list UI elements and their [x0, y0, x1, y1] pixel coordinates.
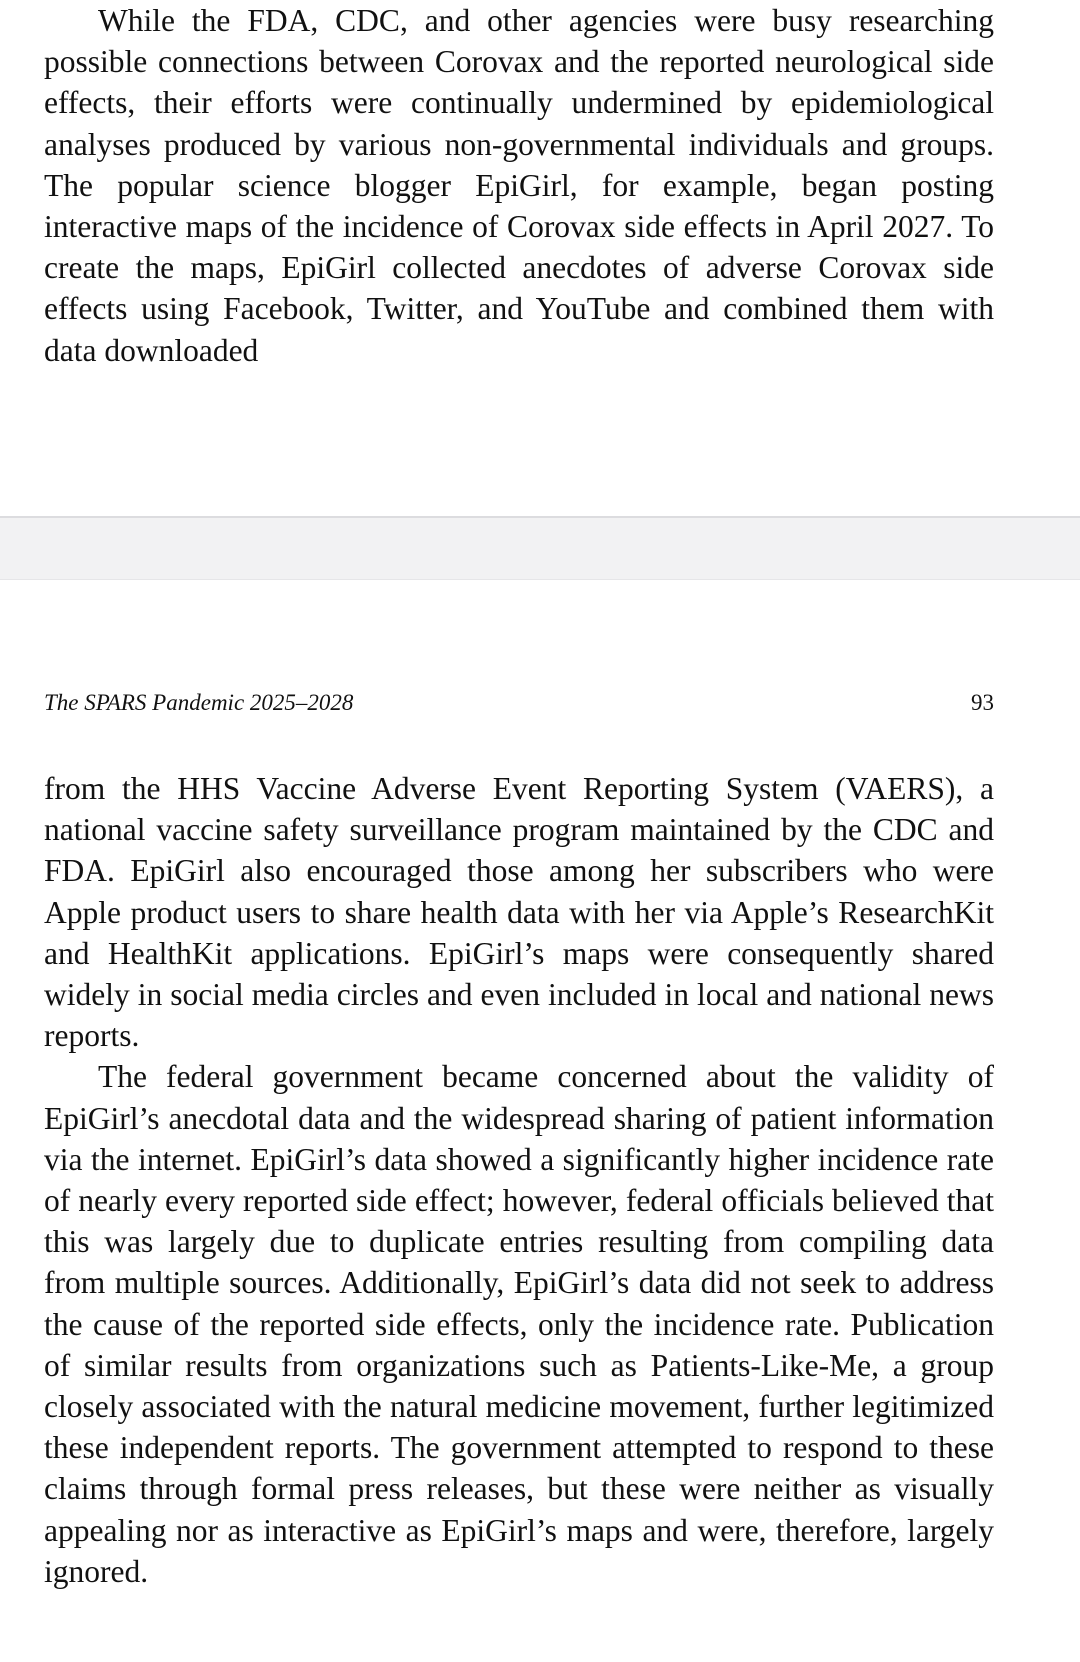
- running-header: [44, 688, 994, 718]
- top-page-text: [44, 0, 994, 371]
- page-separator: [0, 516, 1080, 580]
- bottom-page-text: [44, 768, 994, 1592]
- bottom-paragraph-1: from the HHS Vaccine Adverse Event Reporting System (VAERS), a national vaccine safety surveillance program maintained by the CDC and FDA. EpiGirl also encouraged those among her subscribers who were Apple product users to share health data with her via Apple’s ResearchKit and HealthKit applications. EpiGirl’s maps were consequently shared widely in social media circles and even included in local and national news reports.: [44, 771, 994, 1054]
- bottom-paragraph-2: The federal government became concerned about the validity of EpiGirl’s anecdotal data and the widespread sharing of patient information via the internet. EpiGirl’s data showed a significantly higher incidence rate of nearly every reported side effect; however, federal officials believed that this was largely due to duplicate entries resulting from compiling data from multiple sources. Additionally, EpiGirl’s data did not seek to address the cause of the reported side effects, only the incidence rate. Publication of similar results from organizations such as Patients-Like-Me, a group closely associated with the natural medicine movement, further legitimized these independent reports. The government attempted to respond to these claims through formal press releases, but these were neither as visually appealing nor as interactive as EpiGirl’s maps and were, therefore, largely ignored.: [44, 1059, 994, 1589]
- top-page: [0, 0, 1080, 516]
- running-title: The SPARS Pandemic 2025–2028: [44, 690, 354, 715]
- top-paragraph: While the FDA, CDC, and other agencies were busy researching possible connections between Corovax and the reported neurological side effects, their efforts were continually undermined by epidemiological analyses produced by various non-governmental individuals and groups. The popular science blogger EpiGirl, for example, began posting interactive maps of the incidence of Corovax side effects in April 2027. To create the maps, EpiGirl collected anecdotes of adverse Corovax side effects using Facebook, Twitter, and YouTube and combined them with data downloaded: [44, 3, 994, 368]
- page-number: 93: [971, 690, 994, 715]
